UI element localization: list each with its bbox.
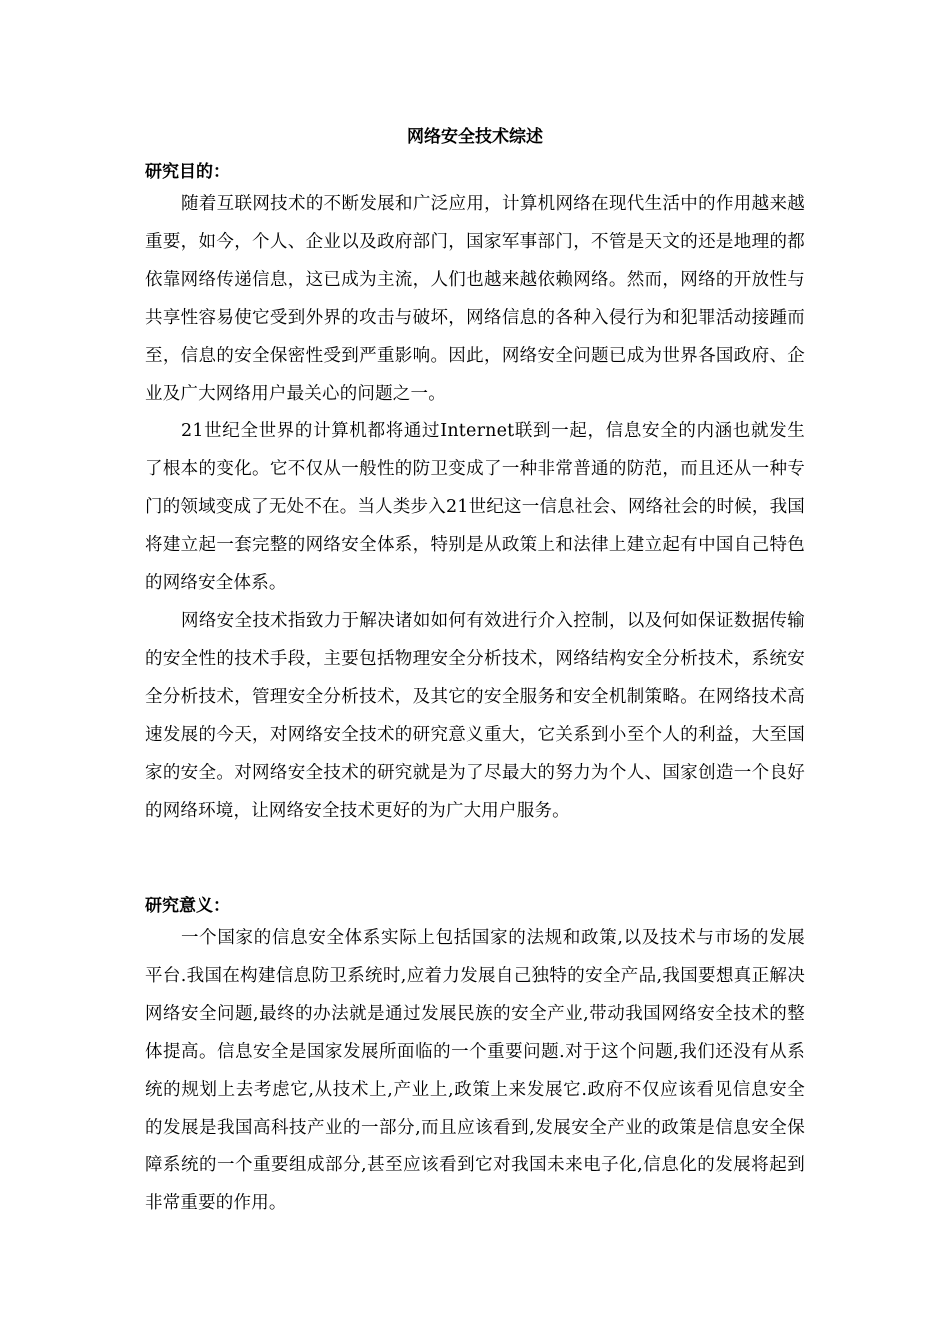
document-title: 网络安全技术综述 bbox=[407, 127, 543, 147]
paragraph: 随着互联网技术的不断发展和广泛应用，计算机网络在现代生活中的作用越来越重要，如今，个人、企业以及政府部门，国家军事部门，不管是天文的还是地理的都依靠网络传递信息，这已成为主流，人们也越来越依赖网络。然而，网络的开放性与共享性容易使它受到外界的攻击与破坏，网络信息的各种入侵行为和犯罪活动接踵而至，信息的安全保密性受到严重影响。因此，网络安全问题已成为世界各国政府、企业及广大网络用户最关心的问题之一。 bbox=[145, 194, 805, 404]
section-heading-purpose: 研究目的： bbox=[145, 162, 230, 182]
paragraph: 网络安全技术指致力于解决诸如如何有效进行介入控制，以及何如保证数据传输的安全性的技术手段，主要包括物理安全分析技术，网络结构安全分析技术，系统安全分析技术，管理安全分析技术，及其它的安全服务和安全机制策略。在网络技术高速发展的今天，对网络安全技术的研究意义重大，它关系到小至个人的利益，大至国家的安全。对网络安全技术的研究就是为了尽最大的努力为个人、国家创造一个良好的网络环境，让网络安全技术更好的为广大用户服务。 bbox=[145, 611, 805, 821]
paragraph: 一个国家的信息安全体系实际上包括国家的法规和政策,以及技术与市场的发展平台.我国在构建信息防卫系统时,应着力发展自己独特的安全产品,我国要想真正解决网络安全问题,最终的办法就是通过发展民族的安全产业,带动我国网络安全技术的整体提高。信息安全是国家发展所面临的一个重要问题.对于这个问题,我们还没有从系统的规划上去考虑它,从技术上,产业上,政策上来发展它.政府不仅应该看见信息安全的发展是我国高科技产业的一部分,而且应该看到,发展安全产业的政策是信息安全保障系统的一个重要组成部分,甚至应该看到它对我国未来电子化,信息化的发展将起到非常重要的作用。 bbox=[145, 928, 805, 1214]
paragraph: 21世纪全世界的计算机都将通过Internet联到一起，信息安全的内涵也就发生了根本的变化。它不仅从一般性的防卫变成了一种非常普通的防范，而且还从一种专门的领域变成了无处不在。当人类步入21世纪这一信息社会、网络社会的时候，我国将建立起一套完整的网络安全体系，特别是从政策上和法律上建立起有中国自己特色的网络安全体系。 bbox=[145, 421, 805, 593]
section-heading-significance: 研究意义： bbox=[145, 896, 230, 916]
